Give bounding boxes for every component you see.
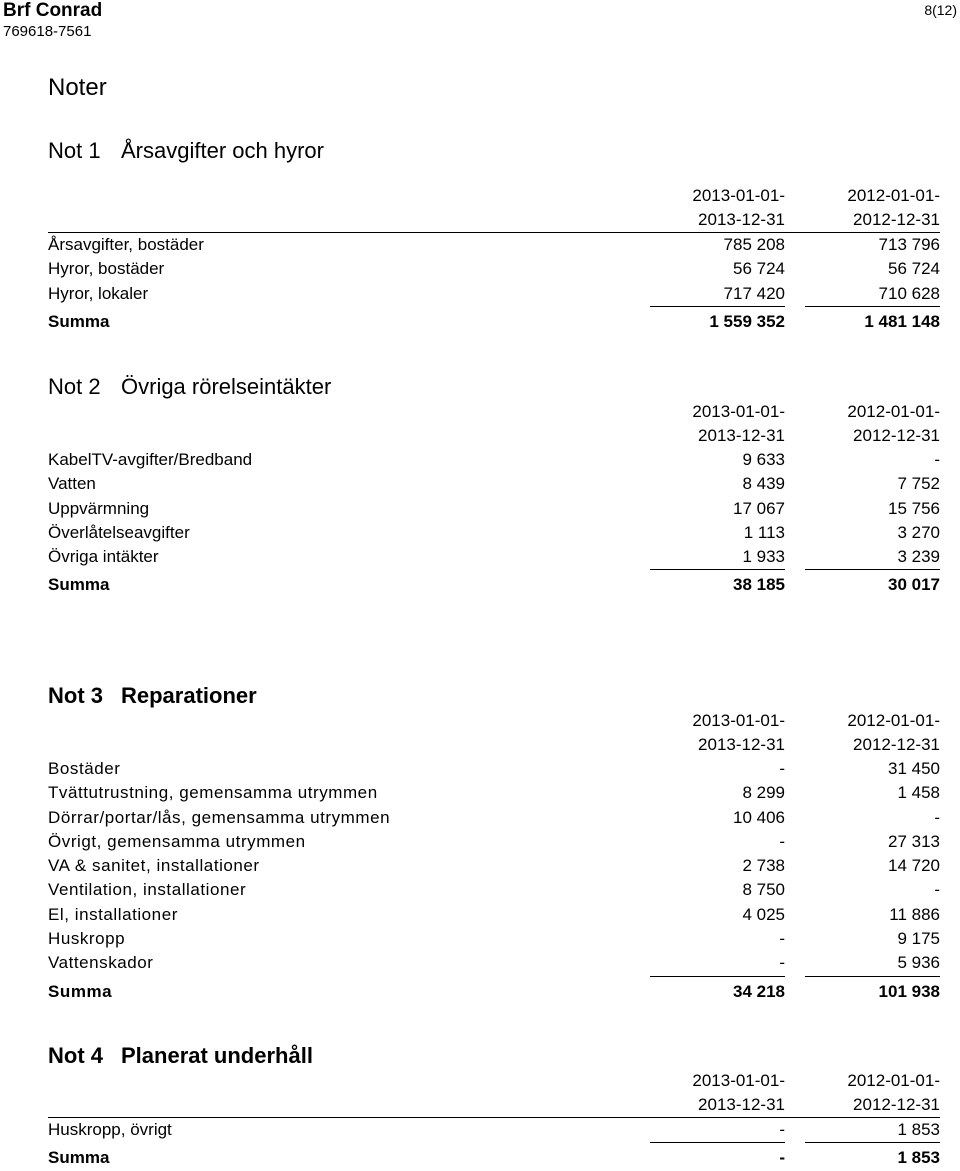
organization-name: Brf Conrad	[3, 0, 103, 21]
period-current-header: 2013-01-01- 2013-12-31	[692, 186, 785, 229]
note-title: Reparationer	[121, 683, 257, 708]
note-title: Planerat underhåll	[121, 1043, 313, 1068]
table-row: El, installationer 4 025 11 886	[48, 904, 940, 924]
note-heading	[48, 138, 940, 164]
table-row: Överlåtelseavgifter 1 113 3 270	[48, 522, 940, 542]
note-2	[48, 374, 940, 598]
period-previous-header: 2012-01-01- 2012-12-31	[847, 1071, 940, 1114]
table-row: Bostäder - 31 450	[48, 759, 940, 778]
table-row: Tvättutrustning, gemensamma utrymmen 8 299 1 458	[48, 783, 940, 803]
note-4	[48, 1043, 940, 1171]
table-row: Övrigt, gemensamma utrymmen - 27 313	[48, 831, 940, 851]
sum-row: Summa - 1 853	[48, 1148, 940, 1168]
period-current-header: 2013-01-01- 2013-12-31	[692, 1071, 785, 1114]
note-number: Not 2	[48, 374, 101, 399]
sum-row: Summa 38 185 30 017	[48, 575, 940, 595]
note-heading	[48, 374, 940, 400]
organization-number: 769618-7561	[3, 23, 92, 40]
period-previous-header: 2012-01-01- 2012-12-31	[847, 402, 940, 445]
note-3	[48, 683, 940, 1004]
table-row: Övriga intäkter 1 933 3 239	[48, 547, 940, 567]
note-1	[48, 138, 940, 334]
sum-row: Summa 1 559 352 1 481 148	[48, 311, 940, 331]
table-row: Hyror, bostäder 56 724 56 724	[48, 259, 940, 279]
table-row: Huskropp, övrigt - 1 853	[48, 1120, 940, 1139]
table-row: VA & sanitet, installationer 2 738 14 720	[48, 856, 940, 876]
table-row: Vatten 8 439 7 752	[48, 474, 940, 494]
page-title: Noter	[48, 74, 107, 101]
note-title: Årsavgifter och hyror	[121, 138, 324, 163]
column-headers	[48, 709, 940, 757]
period-current-header: 2013-01-01- 2013-12-31	[692, 711, 785, 754]
note-number: Not 3	[48, 683, 103, 708]
column-headers	[48, 184, 940, 232]
note-number: Not 4	[48, 1043, 103, 1068]
note-heading	[48, 683, 940, 709]
note-heading	[48, 1043, 940, 1069]
table-row: Dörrar/portar/lås, gemensamma utrymmen 10 406 -	[48, 807, 940, 827]
table-row: KabelTV-avgifter/Bredband 9 633 -	[48, 450, 940, 469]
sum-row: Summa 34 218 101 938	[48, 981, 940, 1001]
page-number: 8(12)	[924, 2, 957, 18]
note-number: Not 1	[48, 138, 101, 163]
column-headers	[48, 1069, 940, 1117]
table-row: Årsavgifter, bostäder 785 208 713 796	[48, 235, 940, 254]
table-row: Hyror, lokaler 717 420 710 628	[48, 283, 940, 303]
column-headers	[48, 400, 940, 448]
note-title: Övriga rörelseintäkter	[121, 374, 332, 399]
table-row: Vattenskador - 5 936	[48, 953, 940, 973]
table-row: Huskropp - 9 175	[48, 929, 940, 949]
table-row: Ventilation, installationer 8 750 -	[48, 880, 940, 900]
period-previous-header: 2012-01-01- 2012-12-31	[847, 711, 940, 754]
period-current-header: 2013-01-01- 2013-12-31	[692, 402, 785, 445]
table-row: Uppvärmning 17 067 15 756	[48, 498, 940, 518]
period-previous-header: 2012-01-01- 2012-12-31	[847, 186, 940, 229]
